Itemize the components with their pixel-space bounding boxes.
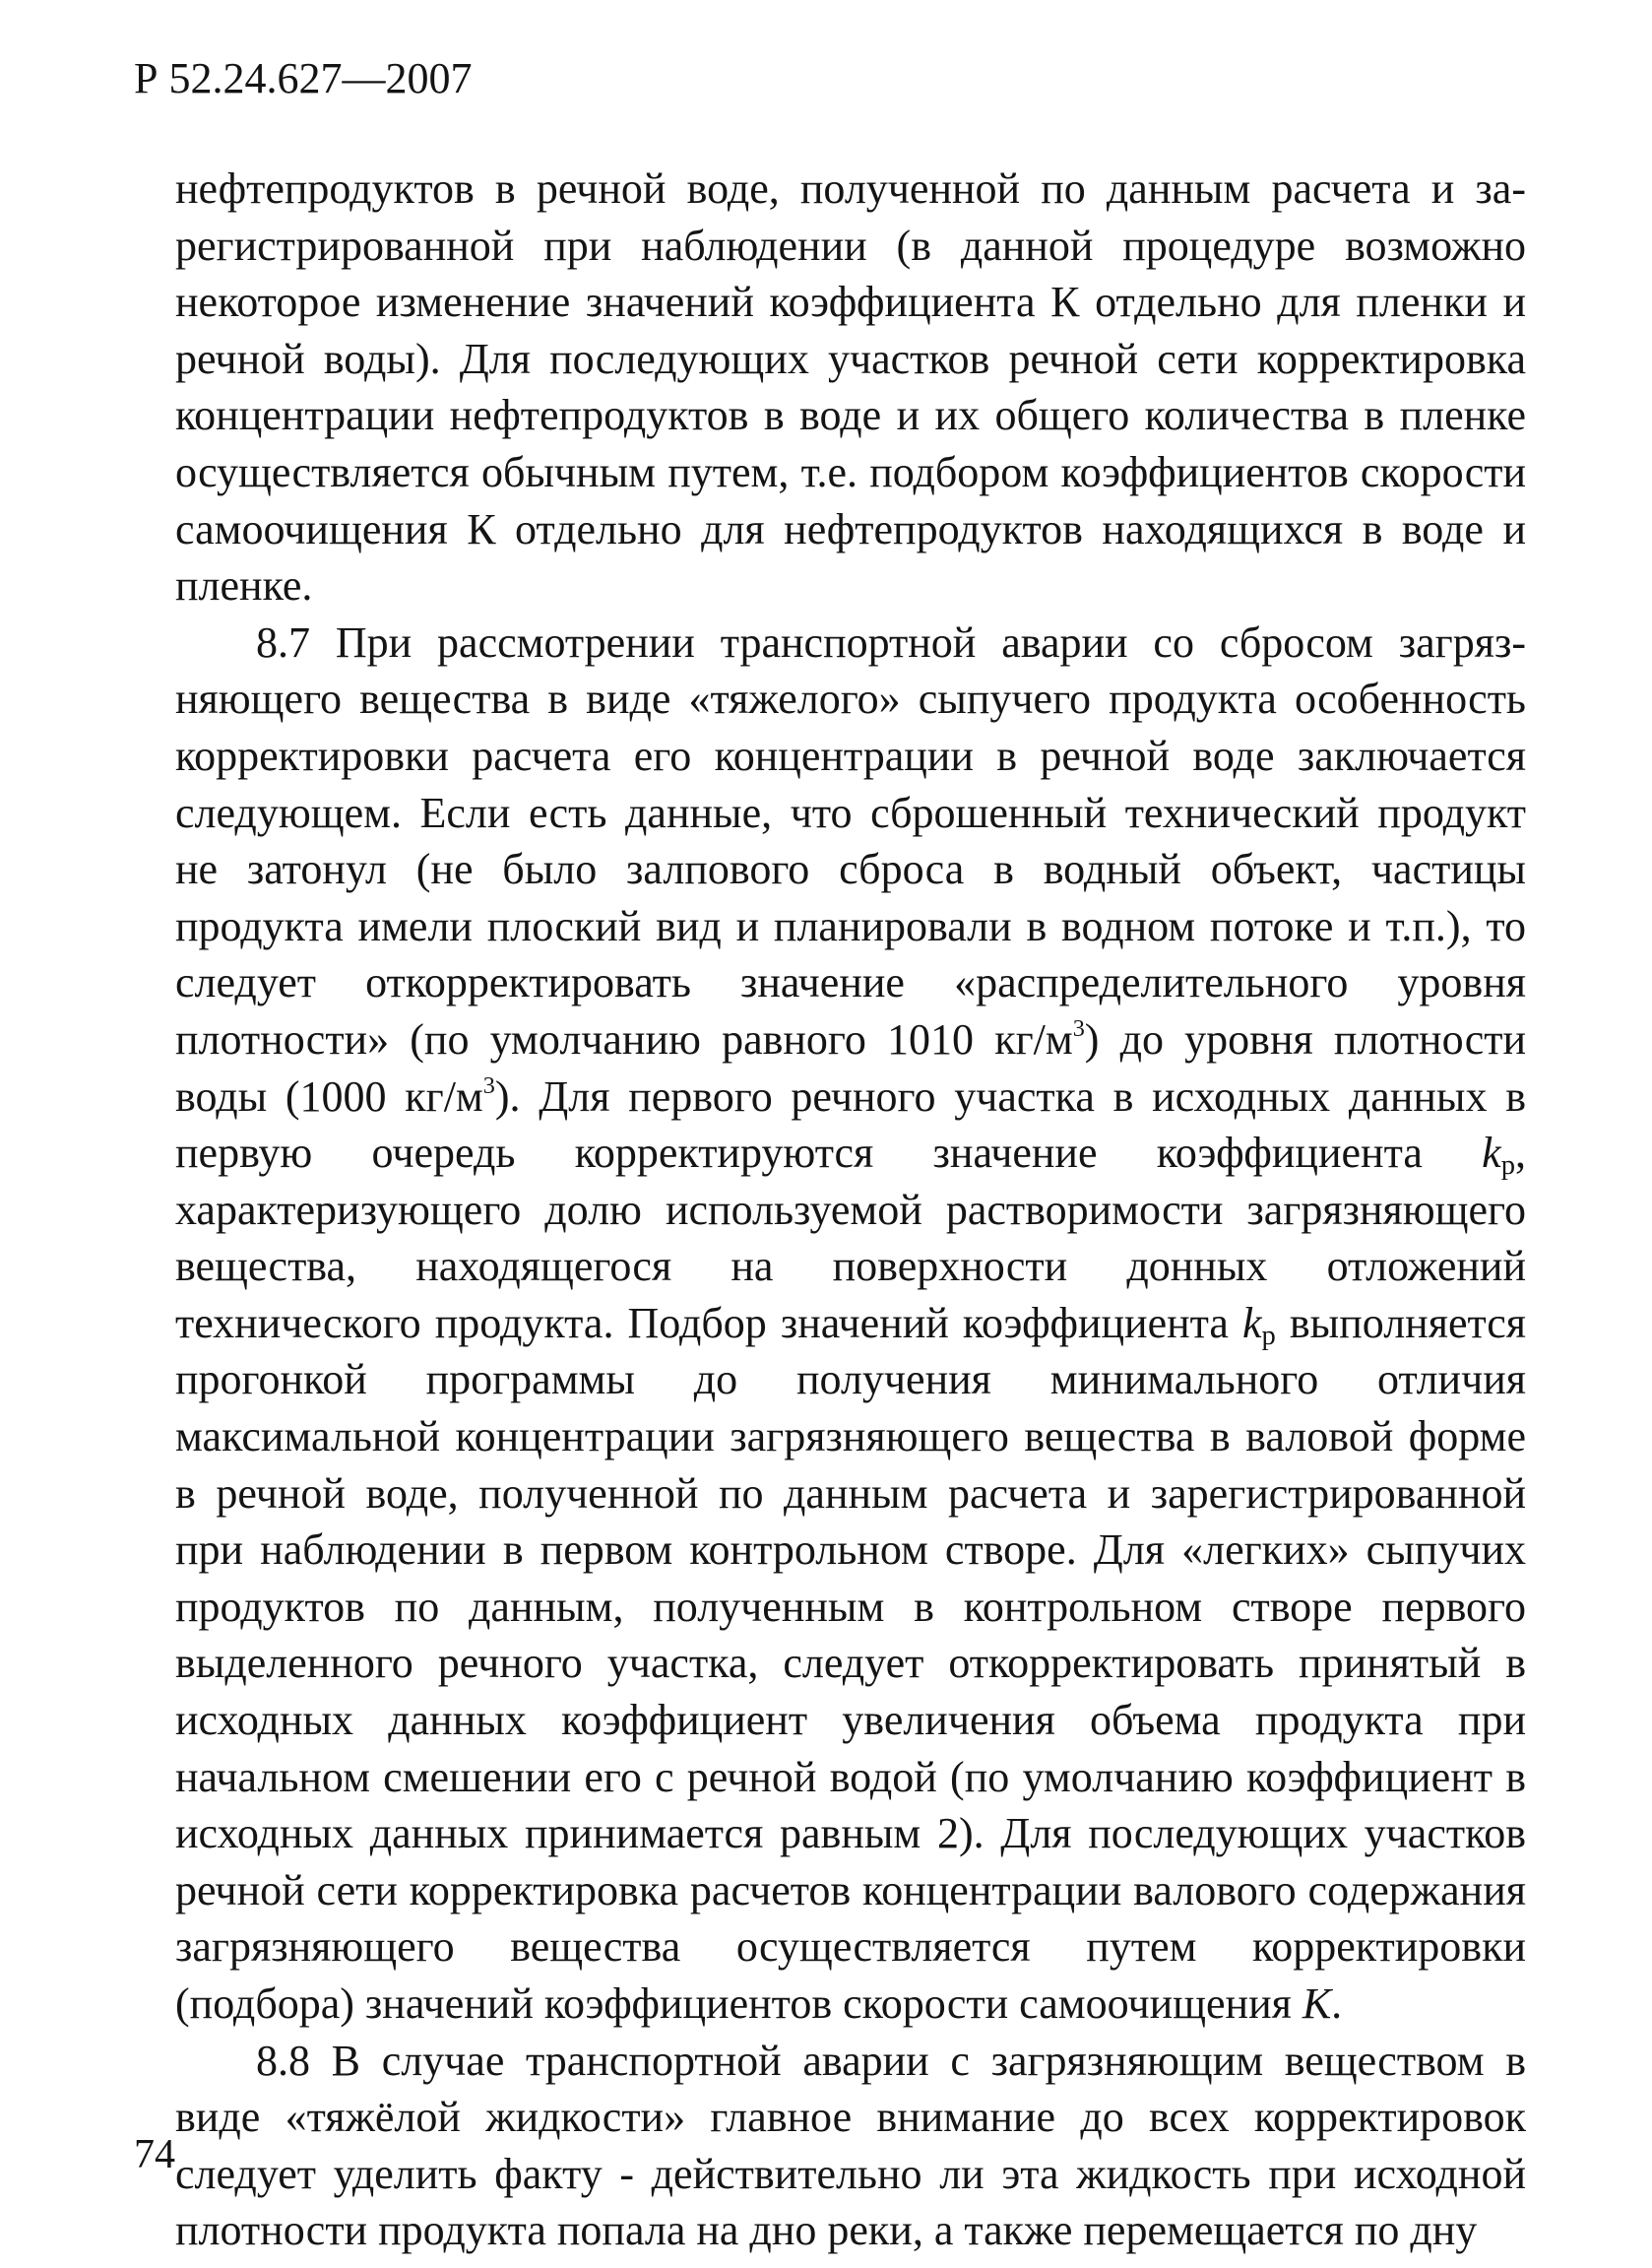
paragraph-8-7-part-a: 8.7 При рассмотрении транспортной аварии со сбросом загрязняющего вещества в виде «тяжелого» сыпучего продукта особенность корректировки расчета его концентрации в речной воде заключается следующем. Если есть данные, что сброшенный технический продукт не затонул (не было залпового сброса в водный объект, частицы продукта имели плоский вид и планировали в водном потоке и т.п.), то следует откорректировать значение «распределительного уровня плотности» (по умолчанию равного 1010 кг/м <box>175 617 1526 1064</box>
coefficient-k: k <box>1242 1298 1262 1347</box>
superscript-cubic: 3 <box>482 1071 495 1099</box>
paragraph-8-7-part-e: выполняется прогонкой программы до получения минимального отличия максимальной концентрации загрязняющего вещества в валовой форме в речной воде, полученной по данным расчета и зарегистрированной при наблюдении в первом контрольном створе. Для «легких» сыпучих продуктов по данным, полученным в контрольном створе первого выделенного речного участка, следует откорректировать принятый в исходных данных коэффициент увеличения объема продукта при начальном смешении его с речной водой (по умолчанию коэффициент в исходных данных принимается равным 2). Для последующих участков речной сети корректировка расчетов концентрации валового содержания загрязняющего вещества осуществляется путем корректировки (подбора) значений коэффициентов скорости самоочищения <box>175 1298 1527 2028</box>
paragraph-8-8: 8.8 В случае транспортной аварии с загрязняющим веществом в виде «тяжёлой жидкости» главное внимание до всех корректировок следует уделить факту - действительно ли эта жидкость при исходной плотности продукта попала на дно реки, а также перемещается по дну <box>175 2036 1526 2255</box>
coefficient-k: k <box>1482 1129 1501 1178</box>
page-number: 74 <box>134 2132 175 2177</box>
paragraph-continuation: нефтепродуктов в речной воде, полученной по данным расчета и зарегистрированной при наблюдении (в данной процедуре возможно некоторое изменение значений коэффициента К отдельно для пленки и речной воды). Для последующих участков речной сети корректировка концентрации нефтепродуктов в воде и их общего количества в пленке осуществляется обычным путем, т.е. подбором коэффициентов скорости самоочищения К отдельно для нефтепродуктов находящихся в воде и пленке. <box>175 164 1526 611</box>
paragraph-8-7-part-b: ) до уровня плотности воды (1000 кг/м <box>175 1014 1526 1121</box>
superscript-cubic: 3 <box>1072 1014 1085 1042</box>
coefficient-K: К <box>1302 1979 1332 2028</box>
coefficient-k-subscript: р <box>1500 1150 1515 1182</box>
body-text <box>175 161 1526 2259</box>
paragraph-8-7 <box>175 615 1526 2033</box>
coefficient-k-subscript: р <box>1261 1321 1276 1352</box>
paragraph-8-7-part-d: , характеризующего долю используемой растворимости загрязняющего вещества, находящегося на поверхности донных отложений технического продукта. Подбор значений коэффициента <box>175 1129 1526 1347</box>
document-code-header: Р 52.24.627—2007 <box>134 54 473 102</box>
paragraph-8-7-part-c: ). Для первого речного участка в исходных данных в первую очередь корректируются значение коэффициента <box>175 1071 1526 1178</box>
paragraph-8-7-part-f: . <box>1331 1979 1343 2028</box>
